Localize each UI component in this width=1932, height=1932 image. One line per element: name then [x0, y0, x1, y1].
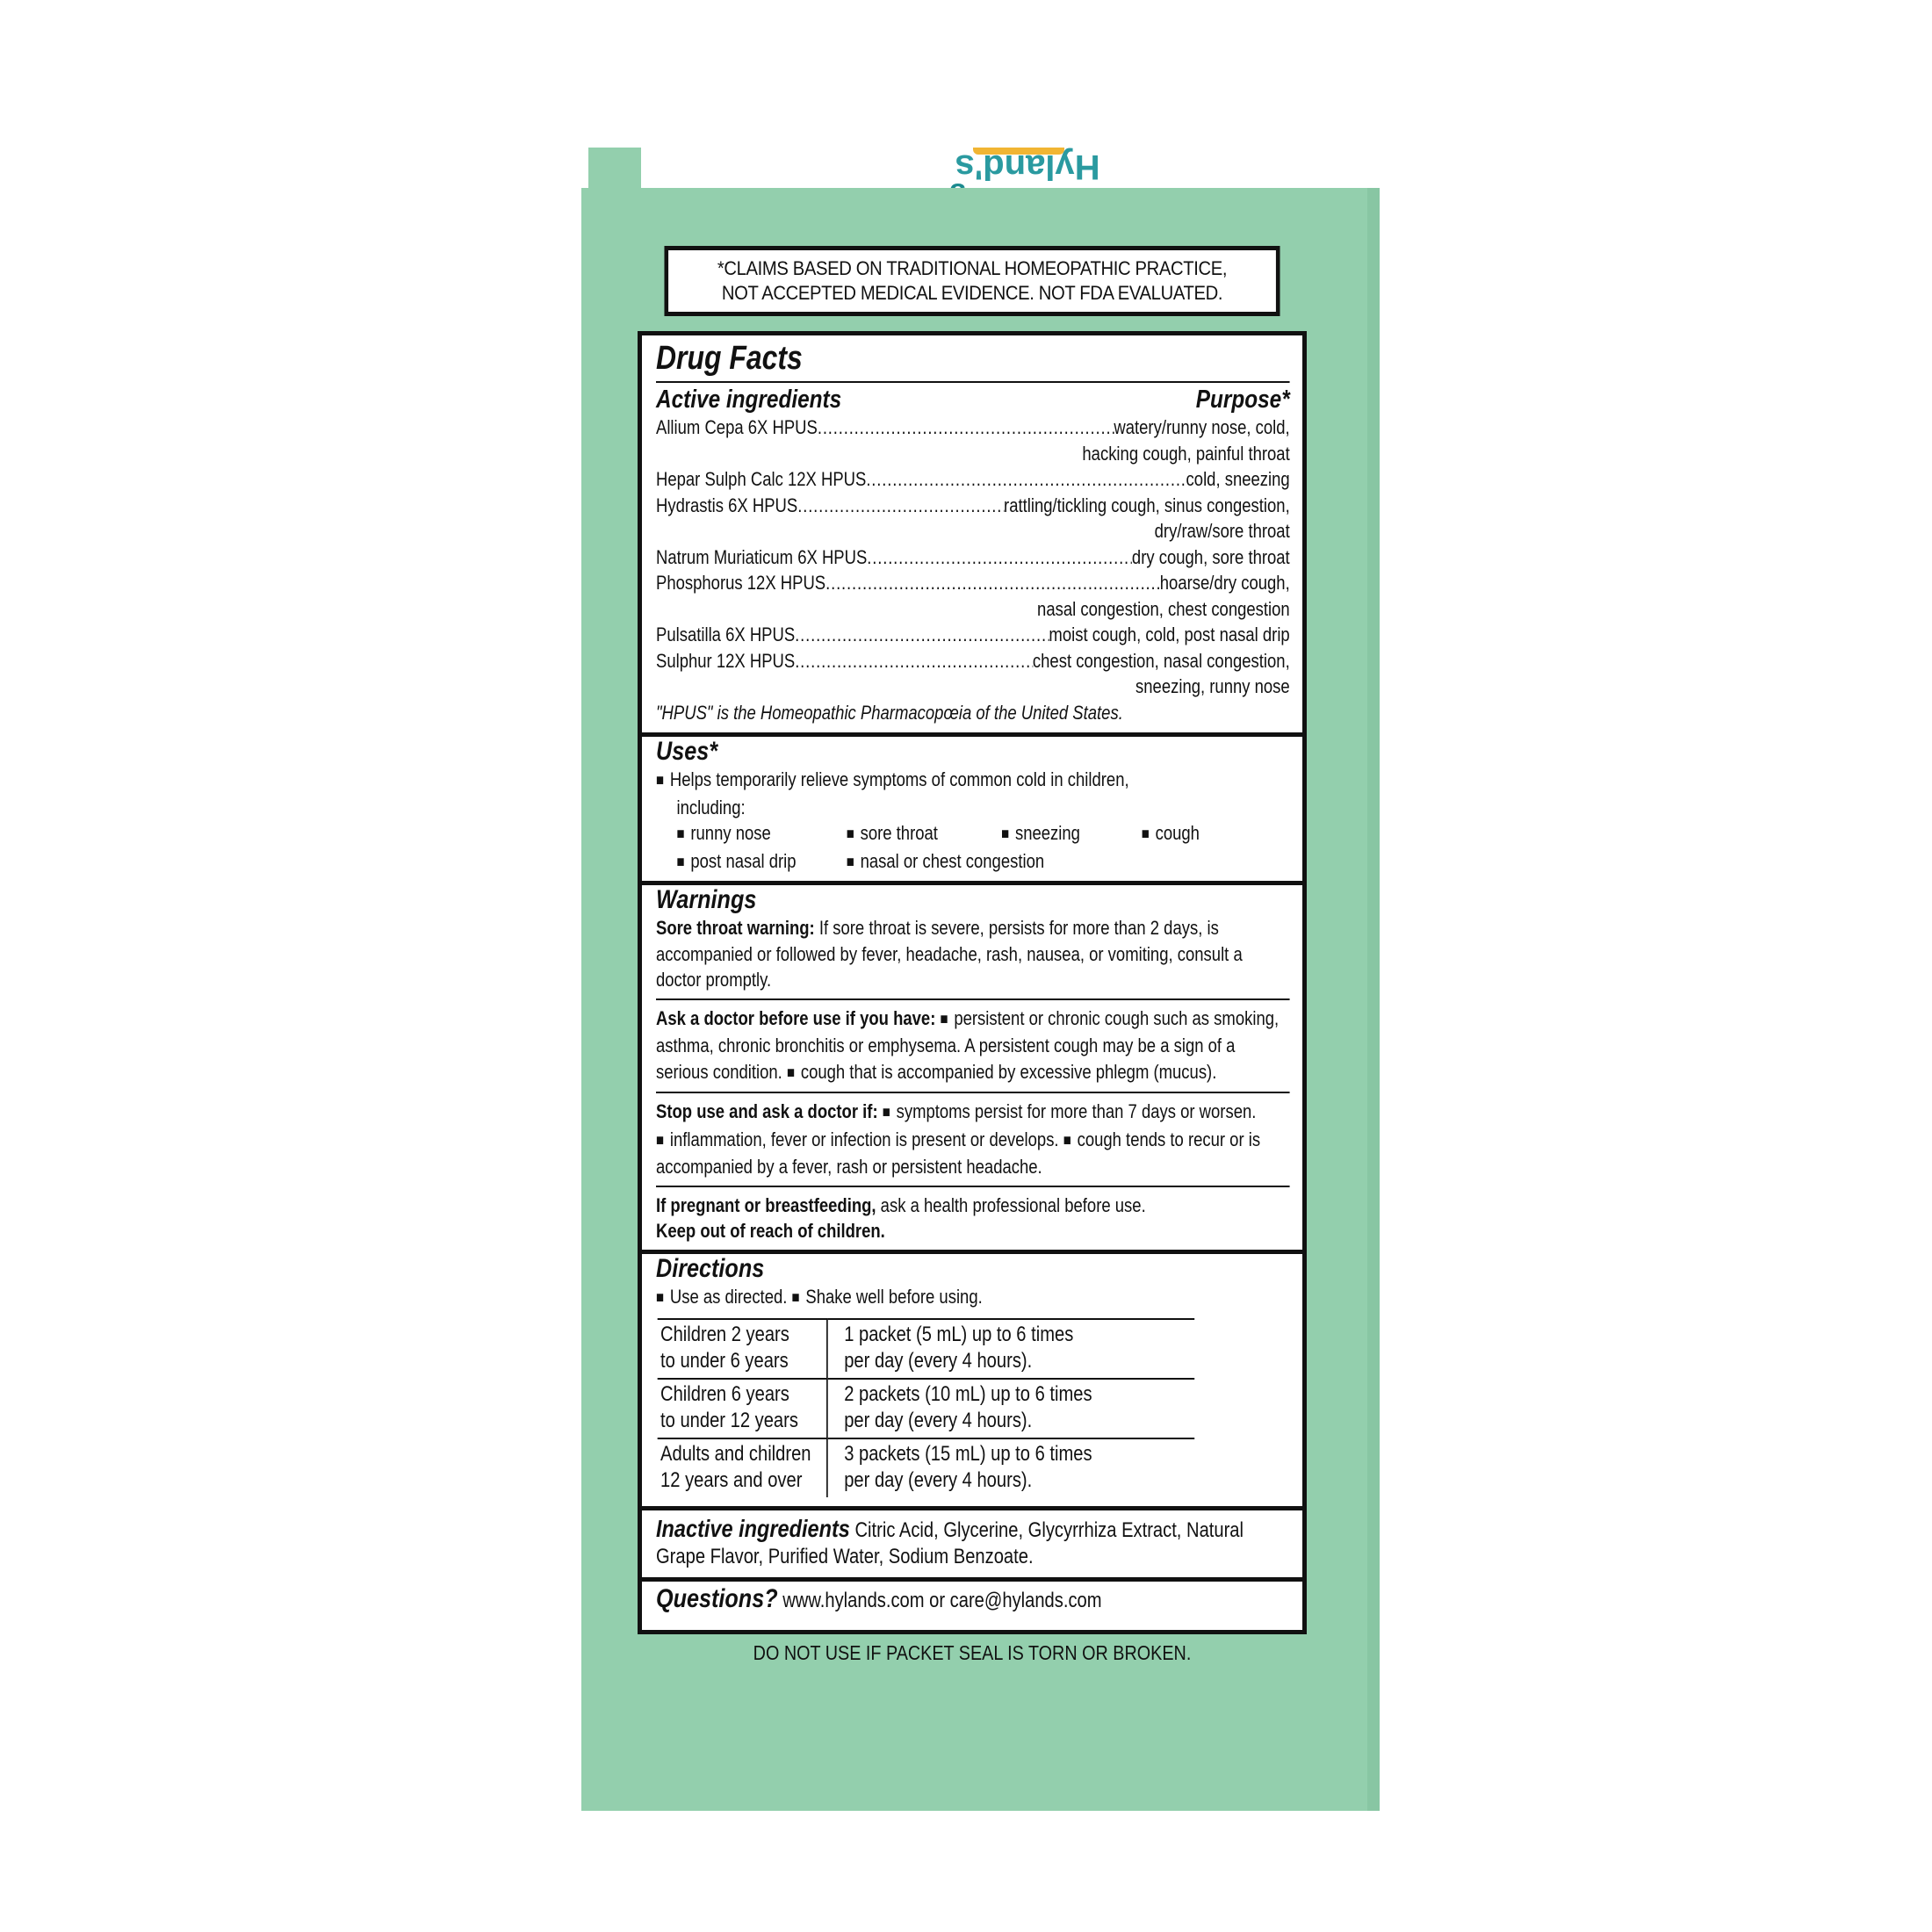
use-item: ■ runny nose: [677, 820, 847, 848]
ingredient-row: [656, 466, 1290, 493]
ingredient-row: [656, 622, 1290, 648]
questions-contact: www.hylands.com or care@hylands.com: [777, 1589, 1102, 1612]
pregnant-text: ask a health professional before use.: [876, 1193, 1146, 1216]
stop-use-text-2: ■ inflammation, fever or infection is present or develops.: [656, 1128, 1059, 1150]
claims-line-2: NOT ACCEPTED MEDICAL EVIDENCE. NOT FDA EVALUATED.: [721, 282, 1223, 304]
inactive-ingredients-text: Citric Acid, Glycerine, Glycyrrhiza Extract, Natural Grape Flavor, Purified Water, Sodium Benzoate.: [656, 1518, 1244, 1568]
claims-line-1: *CLAIMS BASED ON TRADITIONAL HOMEOPATHIC PRACTICE,: [717, 257, 1228, 279]
table-row: [658, 1319, 1195, 1379]
leader-dots: [867, 544, 1132, 571]
ingredient-purpose-continued: sneezing, runny nose: [1135, 675, 1290, 697]
ingredient-purpose-continued: dry/raw/sore throat: [1154, 520, 1290, 542]
uses-intro-line-2: including:: [676, 796, 746, 818]
ingredient-name: Phosphorus 12X HPUS: [656, 572, 826, 594]
stop-use-text-1: ■ symptoms persist for more than 7 days or worsen.: [883, 1100, 1257, 1122]
ingredient-row: [656, 493, 1290, 519]
pregnant-label: If pregnant or breastfeeding,: [656, 1193, 876, 1216]
active-ingredients-header: [656, 383, 1290, 415]
dose-cell: 3 packets (15 mL) up to 6 times per day (every 4 hours).: [827, 1438, 1194, 1497]
directions-general: [656, 1284, 1290, 1312]
sore-throat-text: If sore throat is severe, persists for more than 2 days, is accompanied or followed by fever, headache, rash, nausea, or vomiting, consult a doctor promptly.: [656, 917, 1243, 991]
claims-disclaimer: [664, 246, 1280, 316]
stop-use-text-3: ■ cough tends to recur or is accompanied by a fever, rash or persistent headache.: [656, 1128, 1260, 1179]
table-row: [658, 1438, 1195, 1497]
ingredient-row: [656, 648, 1290, 674]
sore-throat-warning: [656, 915, 1290, 998]
ingredient-name: Sulphur 12X HPUS: [656, 649, 796, 672]
ingredient-purpose-continued: nasal congestion, chest congestion: [1037, 597, 1290, 620]
use-item: ■ sore throat: [847, 820, 1001, 848]
ingredient-name: Hepar Sulph Calc 12X HPUS: [656, 468, 867, 490]
sore-throat-label: Sore throat warning:: [656, 917, 815, 939]
use-item: ■ nasal or chest congestion: [847, 848, 1245, 876]
ingredient-name: Pulsatilla 6X HPUS: [656, 624, 796, 645]
ingredient-purpose: hoarse/dry cough,: [1159, 572, 1290, 594]
dosing-table: [658, 1318, 1195, 1497]
leader-dots: [818, 415, 1114, 441]
active-ingredients-section: [642, 335, 1302, 737]
dose-cell: 1 packet (5 mL) up to 6 times per day (every 4 hours).: [827, 1319, 1194, 1379]
use-item: ■ sneezing: [1001, 820, 1142, 848]
age-cell: Adults and children 12 years and over: [658, 1438, 827, 1497]
drug-facts-panel: [638, 331, 1307, 1634]
uses-section: [642, 737, 1302, 885]
active-ingredients-label: Active ingredients: [656, 386, 842, 414]
uses-intro-line-1: ■ Helps temporarily relieve symptoms of common cold in children,: [656, 767, 1290, 795]
directions-title: Directions: [656, 1253, 765, 1283]
inactive-ingredients-title: Inactive ingredients: [656, 1515, 850, 1542]
directions-section: [642, 1254, 1302, 1511]
use-item: ■ cough: [1142, 820, 1245, 848]
leader-dots: [795, 622, 1049, 648]
questions-section: [642, 1582, 1302, 1615]
use-item: ■ post nasal drip: [677, 848, 847, 876]
keep-out-of-reach: Keep out of reach of children.: [656, 1220, 885, 1242]
packet-seal-warning: DO NOT USE IF PACKET SEAL IS TORN OR BROKEN.: [753, 1641, 1192, 1664]
warnings-title: Warnings: [656, 885, 757, 914]
ask-doctor-warning: [656, 998, 1290, 1092]
ingredient-row: [656, 415, 1290, 441]
ingredient-purpose: rattling/tickling cough, sinus congestion,: [1004, 494, 1290, 516]
stop-use-label: Stop use and ask a doctor if:: [656, 1100, 878, 1122]
warnings-section: [642, 885, 1302, 1254]
uses-list: [656, 820, 1290, 881]
ingredient-name: Natrum Muriaticum 6X HPUS: [656, 545, 868, 568]
leader-dots: [795, 648, 1033, 674]
ingredient-purpose: chest congestion, nasal congestion,: [1032, 649, 1290, 672]
drug-facts-title: Drug Facts: [656, 340, 803, 377]
table-row: [658, 1379, 1195, 1438]
age-cell: Children 6 years to under 12 years: [658, 1379, 827, 1438]
dose-cell: 2 packets (10 mL) up to 6 times per day (every 4 hours).: [827, 1379, 1194, 1438]
stop-use-warning: [656, 1092, 1290, 1186]
box-side-edge: [1367, 188, 1380, 1811]
ingredient-name: Hydrastis 6X HPUS: [656, 494, 798, 516]
directions-line-a: ■ Use as directed.: [656, 1286, 787, 1308]
ingredient-row: [656, 570, 1290, 596]
ask-doctor-text-1: ■ persistent or chronic cough such as smoking, asthma, chronic bronchitis or emphysema. A persistent cough may be a sign of a serious condition.: [656, 1007, 1279, 1083]
ingredient-row: [656, 544, 1290, 571]
leader-dots: [825, 570, 1160, 596]
purpose-label: Purpose*: [1195, 386, 1290, 414]
ingredient-purpose-continued: hacking cough, painful throat: [1082, 442, 1290, 465]
ingredient-purpose: watery/runny nose, cold,: [1114, 416, 1290, 438]
questions-title: Questions?: [656, 1584, 778, 1613]
ask-doctor-text-2: ■ cough that is accompanied by excessive phlegm (mucus).: [787, 1061, 1216, 1083]
ingredient-purpose: dry cough, sore throat: [1131, 545, 1290, 568]
inactive-ingredients-section: [642, 1510, 1302, 1582]
age-cell: Children 2 years to under 6 years: [658, 1319, 827, 1379]
ingredient-purpose: moist cough, cold, post nasal drip: [1049, 624, 1290, 645]
ask-doctor-label: Ask a doctor before use if you have:: [656, 1006, 936, 1029]
ingredient-purpose: cold, sneezing: [1186, 468, 1290, 490]
leader-dots: [866, 466, 1186, 493]
brand-logo-name: Hyland's: [955, 148, 1100, 186]
ingredient-name: Allium Cepa 6X HPUS: [656, 416, 818, 438]
pregnancy-warning: [656, 1186, 1290, 1250]
hpus-note: "HPUS" is the Homeopathic Pharmacopœia of the United States.: [656, 701, 1123, 724]
uses-title: Uses*: [656, 737, 718, 766]
leader-dots: [797, 493, 1004, 519]
directions-line-b: ■ Shake well before using.: [792, 1286, 983, 1308]
